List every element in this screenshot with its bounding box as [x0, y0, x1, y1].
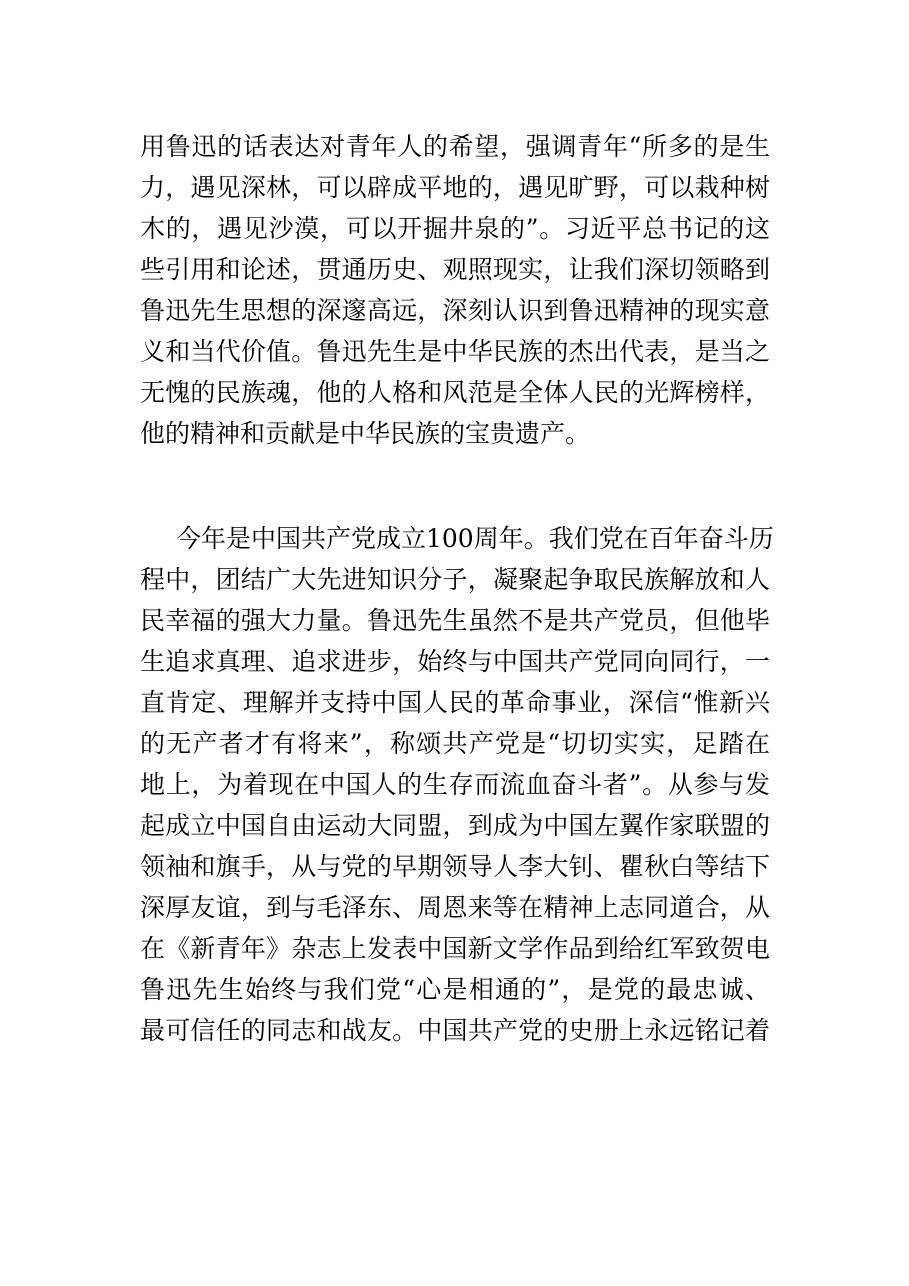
paragraph-1: [140, 126, 770, 454]
text-line: 民幸福的强大力量。鲁迅先生虽然不是共产党员，但他毕: [140, 606, 770, 635]
text-line: 无愧的民族魂，他的人格和风范是全体人民的光辉榜样，: [140, 378, 770, 407]
text-line: 生追求真理、追求进步，始终与中国共产党同向同行，一: [140, 647, 770, 676]
text-line: 用鲁迅的话表达对青年人的希望，强调青年“所多的是生: [140, 132, 770, 161]
text-line: 深厚友谊，到与毛泽东、周恩来等在精神上志同道合，从: [140, 893, 770, 922]
text-line: 直肯定、理解并支持中国人民的革命事业，深信“惟新兴: [140, 688, 770, 717]
text-line: 领袖和旗手，从与党的早期领导人李大钊、瞿秋白等结下: [140, 852, 770, 881]
text-line: 地上，为着现在中国人的生存而流血奋斗者”。从参与发: [140, 770, 770, 799]
text-line: 他的精神和贡献是中华民族的宝贵遗产。: [140, 419, 591, 448]
text-line: 程中，团结广大先进知识分子，凝聚起争取民族解放和人: [140, 565, 770, 594]
text-line: 鲁迅先生始终与我们党“心是相通的”，是党的最忠诚、: [140, 975, 770, 1004]
text-line: 最可信任的同志和战友。中国共产党的史册上永远铭记着: [140, 1016, 770, 1045]
text-line: 木的，遇见沙漠，可以开掘井泉的”。习近平总书记的这: [140, 214, 770, 243]
paragraph-2: [140, 518, 774, 1051]
text-line: 在《新青年》杂志上发表中国新文学作品到给红军致贺电: [140, 934, 770, 963]
text-line: 义和当代价值。鲁迅先生是中华民族的杰出代表，是当之: [140, 337, 770, 366]
text-line: 力，遇见深林，可以辟成平地的，遇见旷野，可以栽种树: [140, 173, 770, 202]
text-line: 鲁迅先生思想的深邃高远，深刻认识到鲁迅精神的现实意: [140, 296, 770, 325]
text-line: 些引用和论述，贯通历史、观照现实，让我们深切领略到: [140, 255, 770, 284]
text-line: 起成立中国自由运动大同盟，到成为中国左翼作家联盟的: [140, 811, 770, 840]
text-line: 的无产者才有将来”，称颂共产党是“切切实实，足踏在: [140, 729, 770, 758]
text-line: 今年是中国共产党成立100周年。我们党在百年奋斗历: [176, 524, 774, 553]
